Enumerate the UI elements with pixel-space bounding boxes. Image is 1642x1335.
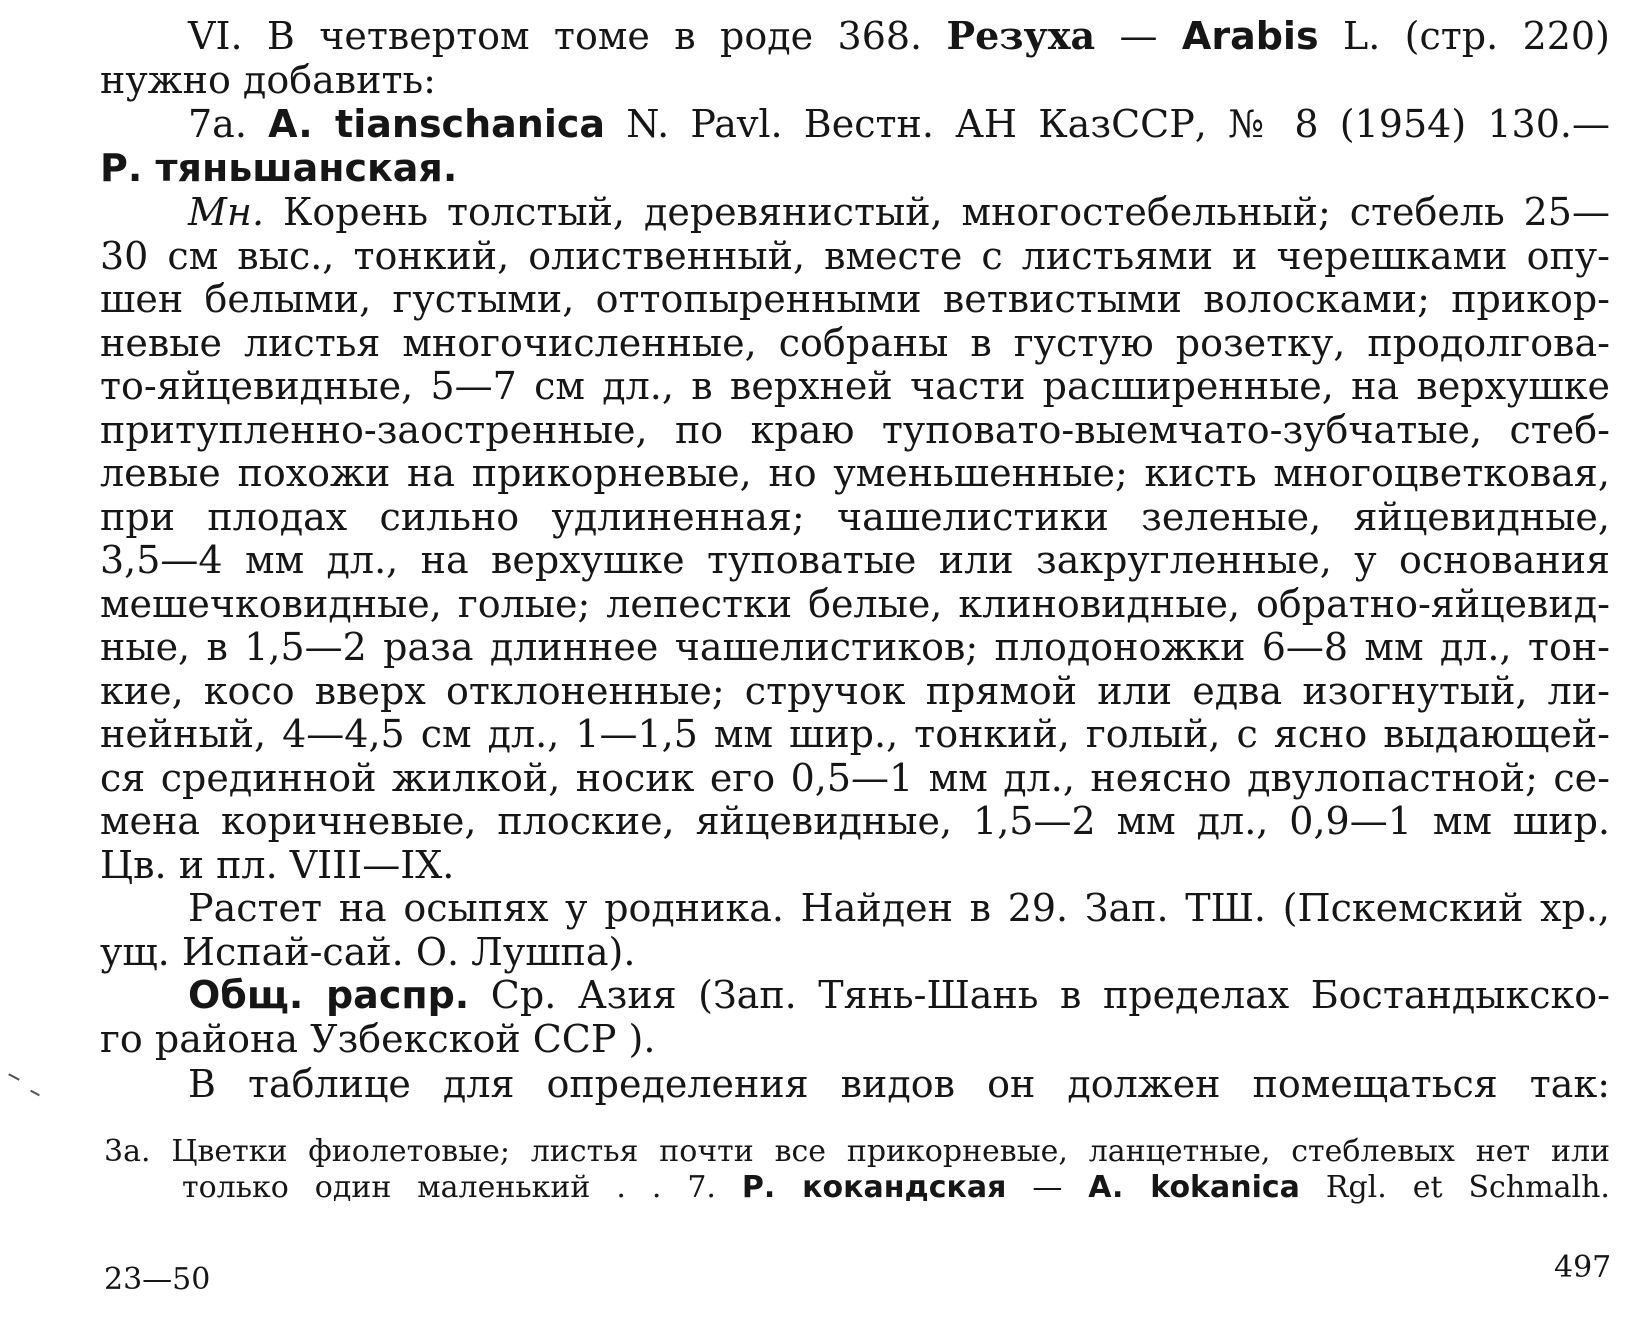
scan-mark [8, 1073, 20, 1080]
description-line-15: мена коричневые, плоские, яйцевидные, 1,5—2 мм дл., 0,9—1 мм шир. [100, 799, 1610, 843]
description-line-7: левые похожи на прикорневые, но уменьшенные; кисть многоцветковая, [100, 451, 1610, 495]
description-line-11: ные, в 1,5—2 раза длиннее чашелистиков; плодоножки 6—8 мм дл., тон- [100, 625, 1610, 669]
key-entry-line-1: 3а. Цветки фиолетовые; листья почти все прикорневые, ланцетные, стеблевых нет или [104, 1134, 1610, 1169]
key-entry-name-ru: Р. кокандская [741, 1170, 1007, 1205]
distribution-label: Общ. распр. [188, 973, 470, 1017]
key-intro: В таблице для определения видов он должен помещаться так: [188, 1062, 1610, 1106]
addendum-heading-line2: нужно добавить: [100, 58, 436, 102]
description-line-5: то-яйцевидные, 5—7 см дл., в верхней части расширенные, на верхушке [100, 364, 1610, 408]
key-entry-dash: — [1032, 1170, 1063, 1205]
description-line-4: невые листья многочисленные, собраны в густую розетку, продолгова- [100, 321, 1610, 365]
species-name-ru: Р. тяньшанская. [100, 146, 458, 190]
key-entry-line-2 [182, 1170, 1610, 1206]
heading-dash: — [1119, 14, 1158, 58]
addendum-heading-intro: VI. В четвертом томе в роде 368. [188, 14, 923, 58]
description-line-8: при плодах сильно удлиненная; чашелистики зеленые, яйцевидные, [100, 495, 1610, 539]
distribution-line-1: Общ. распр. Ср. Азия (Зап. Тянь-Шань в пределах Бостандыкско- [188, 973, 1610, 1017]
distribution-line-2: го района Узбекской ССР ). [100, 1017, 656, 1061]
description-line-1: Мн. Корень толстый, деревянистый, многостебельный; стебель 25— [188, 190, 1610, 234]
signature-mark: 23—50 [104, 1262, 211, 1297]
description-line-13: нейный, 4—4,5 см дл., 1—1,5 мм шир., тонкий, голый, с ясно выдающей- [100, 712, 1610, 756]
genus-name-latin: Arabis [1181, 14, 1319, 58]
description-line-12: кие, косо вверх отклоненные; стручок прямой или едва изогнутый, ли- [100, 669, 1610, 713]
genus-author-page: L. (стр. 220) [1342, 14, 1610, 58]
habitat-line-2: ущ. Испай-сай. О. Лушпа). [100, 930, 636, 974]
species-number: 7а. [188, 102, 247, 146]
scan-mark [30, 1090, 40, 1096]
description-line-16: Цв. и пл. VIII—IX. [100, 843, 455, 887]
genus-name-ru: Резуха [946, 13, 1096, 58]
key-entry-text: только один маленький [182, 1170, 591, 1205]
description-line-10: мешечковидные, голые; лепестки белые, клиновидные, обратно-яйцевид- [100, 582, 1610, 626]
key-entry-leader: . [616, 1170, 626, 1205]
description-line-9: 3,5—4 мм дл., на верхушке туповатые или закругленные, у основания [100, 538, 1610, 582]
description-line-2: 30 см выс., тонкий, олиственный, вместе с листьями и черешками опу- [100, 234, 1610, 278]
species-title [188, 102, 1610, 146]
addendum-heading [188, 14, 1610, 58]
key-entry-ref: . 7. [651, 1170, 716, 1205]
species-name-latin: A. tianschanica [268, 102, 606, 146]
life-form: Мн. [188, 190, 265, 234]
key-entry-name-latin: A. kokanica [1088, 1170, 1300, 1205]
description-line-14: ся срединной жилкой, носик его 0,5—1 мм дл., неясно двулопастной; се- [100, 756, 1610, 800]
species-citation: N. Pavl. Вестн. АН КазССР, № 8 (1954) 130.— [626, 102, 1610, 146]
page-number: 497 [1554, 1250, 1612, 1285]
habitat-line-1: Растет на осыпях у родника. Найден в 29. Зап. ТШ. (Пскемский хр., [188, 886, 1610, 930]
key-entry-author: Rgl. et Schmalh. [1325, 1170, 1610, 1205]
description-line-6: притупленно-заостренные, по краю туповато-выемчато-зубчатые, стеб- [100, 408, 1610, 452]
species-name-ru-line [100, 146, 1610, 190]
description-line-3: шен белыми, густыми, оттопыренными ветвистыми волосками; прикор- [100, 277, 1610, 321]
